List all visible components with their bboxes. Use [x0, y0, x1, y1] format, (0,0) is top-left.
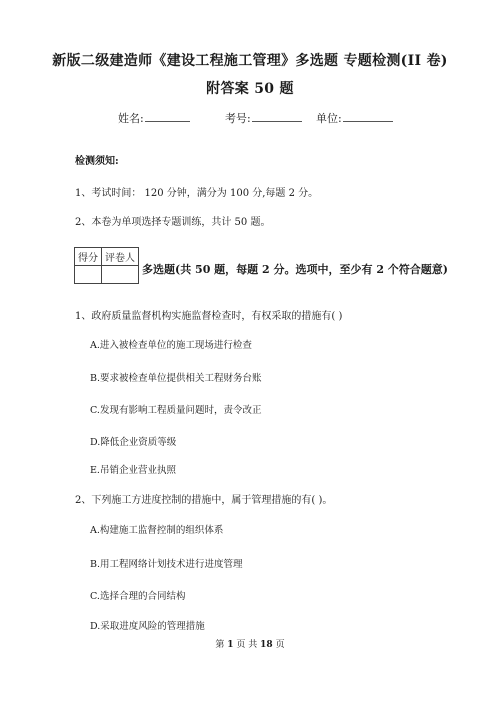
footer-page-number: 1 — [227, 640, 234, 650]
score-box — [74, 247, 139, 284]
score-label: 得分 — [75, 248, 102, 266]
reviewer-cell — [102, 266, 139, 284]
footer-total-pages: 18 — [260, 640, 273, 650]
footer-prefix: 第 — [215, 640, 225, 650]
question-2-option-c: C.选择合理的合同结构 — [90, 591, 186, 602]
question-1-option-e: E.吊销企业营业执照 — [90, 465, 176, 476]
id-blank-line — [252, 111, 302, 122]
unit-blank-line — [343, 111, 393, 122]
question-1-option-a: A.进入被检查单位的施工现场进行检查 — [90, 340, 252, 351]
question-2-stem: 2、下列施工方进度控制的措施中，属于管理措施的有( )。 — [75, 495, 333, 506]
footer-middle: 页 共 — [236, 640, 258, 650]
document-title-line2: 附答案 50 题 — [206, 81, 294, 97]
document-title-line1: 新版二级建造师《建设工程施工管理》多选题 专题检测(II 卷) — [52, 53, 448, 69]
name-label: 姓名: — [118, 112, 144, 125]
unit-label: 单位: — [316, 112, 342, 125]
notice-heading: 检测须知: — [75, 156, 119, 167]
name-blank-line — [145, 111, 190, 122]
section-title: 多选题(共 50 题，每题 2 分。选项中，至少有 2 个符合题意) — [142, 263, 449, 276]
question-1-option-d: D.降低企业资质等级 — [90, 437, 177, 448]
name-field — [118, 110, 190, 126]
reviewer-label: 评卷人 — [102, 248, 139, 266]
score-cell — [75, 266, 102, 284]
question-1-option-b: B.要求被检查单位提供相关工程财务台账 — [90, 373, 262, 384]
question-2-option-d: D.采取进度风险的管理措施 — [90, 621, 205, 632]
notice-item-2: 2、本卷为单项选择专题训练，共计 50 题。 — [75, 217, 271, 228]
question-2-option-b: B.用工程网络计划技术进行进度管理 — [90, 559, 243, 570]
question-2-option-a: A.构建施工监督控制的组织体系 — [90, 525, 224, 536]
unit-field — [316, 110, 393, 126]
notice-item-1: 1、考试时间： 120 分钟，满分为 100 分,每题 2 分。 — [75, 188, 319, 199]
question-1-option-c: C.发现有影响工程质量问题时，责令改正 — [90, 405, 262, 416]
question-1-stem: 1、政府质量监督机构实施监督检查时，有权采取的措施有( ) — [75, 311, 343, 322]
id-field — [225, 110, 302, 126]
id-label: 考号: — [225, 112, 251, 125]
footer-suffix: 页 — [275, 640, 285, 650]
page-footer — [0, 637, 500, 650]
